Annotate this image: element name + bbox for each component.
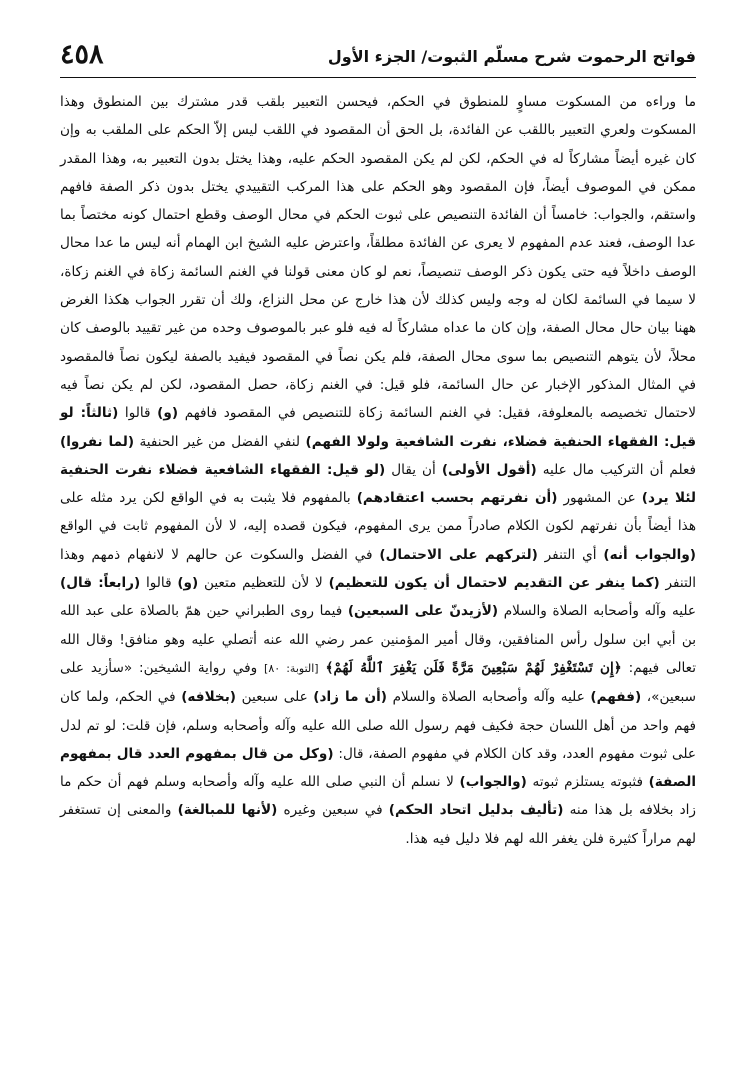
matn-text: (لما نفروا) (60, 433, 135, 450)
matn-text: (ثالثاً: لو قيل: الفقهاء الحنفية فضلاء، نفرت الشافعية ولولا الفهم) (60, 405, 696, 450)
matn-text: (لو قيل: الفقهاء الشافعية فضلاء نفرت الحنفية لئلا يرد) (60, 461, 696, 507)
commentary-text: ما وراءه من المسكوت مساوٍ للمنطوق في الحكم، فيحسن التعبير بلقب قدر مشترك بين المنطوق وهذا المسكوت ولعري التعبير باللقب عن الفائدة، بل الحق أن المقصود في اللقب ليس إلاّ الحكم على الملقب به وإن كان غيره أيضاً مشاركاً له في الحكم، لكن لم يكن المقصود الحكم عليه، وهذا يختل بدون التعبير به، وهذا المقدر ممكن في الموصوف أيضاً، فإن المقصود وهو الحكم على هذا المركب التقييدي يختل بدون ذكر الصفة فافهم واستقم، والجواب: خامساً أن الفائدة التنصيص على ثبوت الحكم في محال الوصف وقطع احتمال كونه مختصاً بما عدا الوصف، فعند عدم المفهوم لا يعرى عن الفائدة مطلقاً، واعترض عليه الشيخ ابن الهمام أنه ليس ما عدا محال الوصف داخلاً فيه حتى يكون ذكر الوصف تنصيصاً، نعم لو كان معنى قولنا في الغنم السائمة زكاة في الغنم زكاة، لا سيما في السائمة لكان له وجه وليس كذلك لأن هذا خارج عن محل النزاع، ولك أن تقرر الجواب هكذا الغرض ههنا بيان حال محال الصفة، وإن كان ما عداه مشاركاً له فيه فلو عبر بالموصوف وحده من غير تقييد بالوصف كان محلاً، لأن يتوهم التنصيص بما سوى محال الصفة، فلم يكن نصاً في المقصود فيفيد بالصفة ليكون نصاً فالمقصود في المثال المذكور الإخبار عن حال السائمة، فلو قيل: في الغنم زكاة، حصل المقصود، لكن لم يكن نصاً فيه لاحتمال تخصيصه بالمعلوفة، فقيل: في الغنم السائمة زكاة للتنصيص في المقصود فافهم (60, 94, 696, 422)
commentary-text: على سبعين (236, 689, 314, 706)
quran-verse: ﴿إِن تَسْتَغْفِرْ لَهُمْ سَبْعِينَ مَرَّةً فَلَن يَغْفِرَ ٱللَّهُ لَهُمْ﴾ (325, 659, 622, 676)
matn-text: (والجواب أنه) (603, 546, 696, 563)
commentary-text: قالوا (140, 575, 178, 592)
matn-text: (تأليف بدليل اتحاد الحكم) (388, 802, 564, 819)
commentary-text: عن المشهور (557, 490, 642, 507)
commentary-text: بالمفهوم فلا يثبت به في الواقع لكن يرد مثله على هذا أيضاً بأن نفرتهم لكون الكلام صادراً ممن يرى المفهوم، فيكون قصده إليه، لا لأن المفهوم ثابت في الواقع (60, 490, 696, 535)
matn-text: (ففهم) (590, 689, 642, 706)
matn-text: (لأزيدنّ على السبعين) (347, 603, 499, 620)
matn-text: (أقول الأولى) (441, 461, 537, 478)
commentary-text: عليه وآله وأصحابه الصلاة والسلام (387, 689, 591, 706)
commentary-text: فثبوته يستلزم ثبوته (526, 774, 649, 791)
commentary-text: والمعنى إن تستغفر لهم مراراً كثيرة فلن يغفر الله لهم فلا دليل فيه هذا. (60, 802, 696, 847)
commentary-text: أي التنفر (537, 546, 604, 563)
commentary-text: لا نسلم أن النبي صلى الله عليه وآله وأصحابه وسلم فهم أن حكم ما زاد بخلافه بل هذا منه (60, 774, 696, 819)
matn-text: (والجواب) (459, 774, 527, 791)
matn-text: (و) (177, 575, 199, 592)
matn-text: (لتركهم على الاحتمال) (379, 546, 538, 563)
commentary-text: في سبعين وغيره (277, 802, 389, 819)
commentary-text: في الحكم، ولما كان فهم واحد من أهل اللسان حجة فكيف فهم رسول الله صلى الله عليه وآله وأصحابه وسلم، فإن قلت: لو تم لدل على ثبوت مفهوم العدد، وقد كان الكلام في مفهوم الصفة، قال: (60, 689, 696, 762)
header-rule (60, 77, 696, 78)
matn-text: (أن نفرتهم بحسب اعتقادهم) (356, 490, 558, 507)
matn-text: (لأنها للمبالغة) (177, 802, 278, 819)
running-title: فواتح الرحموت شرح مسلّم الثبوت/ الجزء الأول (327, 47, 696, 66)
matn-text: (و) (157, 405, 179, 422)
commentary-text: فعلم أن التركيب مال عليه (536, 461, 696, 478)
verse-reference: [التوبة: ٨٠] (264, 661, 319, 675)
commentary-text: لنفي الفضل من غير الحنفية (134, 433, 306, 450)
body-paragraph (60, 88, 696, 853)
commentary-text: في الفضل والسكوت عن حالهم لا لانفهام ذمهم وهذا التنفر (60, 546, 697, 592)
commentary-text: لا لأن للتعظيم متعين (198, 575, 329, 592)
page-header (60, 34, 696, 74)
matn-text: (كما ينفر عن التقديم لاحتمال أن يكون للتعظيم) (328, 575, 660, 592)
matn-text: (رابعاً: قال) (60, 575, 141, 592)
page-number: ٤٥٨ (60, 39, 104, 70)
commentary-text: عليه وآله وأصحابه الصلاة والسلام (498, 603, 696, 620)
matn-text: (أن ما زاد) (313, 689, 388, 706)
matn-text: (وكل من قال بمفهوم العدد قال بمفهوم الصفة) (60, 745, 696, 791)
commentary-text: وفي رواية الشيخين: «سأزيد على سبعين»، (60, 659, 696, 706)
body-text (60, 88, 696, 1077)
commentary-text: فيما روى الطبراني حين همّ بالصلاة على عبد الله بن أبي ابن سلول رأس المنافقين، وقال أمير المؤمنين عمر رضي الله عنه أتصلي عليه وهو منافق! وقال الله تعالى فيهم: (60, 603, 697, 676)
matn-text: (بخلافه) (181, 689, 237, 706)
commentary-text: قالوا (118, 405, 158, 422)
commentary-text: أن يقال (385, 461, 442, 478)
